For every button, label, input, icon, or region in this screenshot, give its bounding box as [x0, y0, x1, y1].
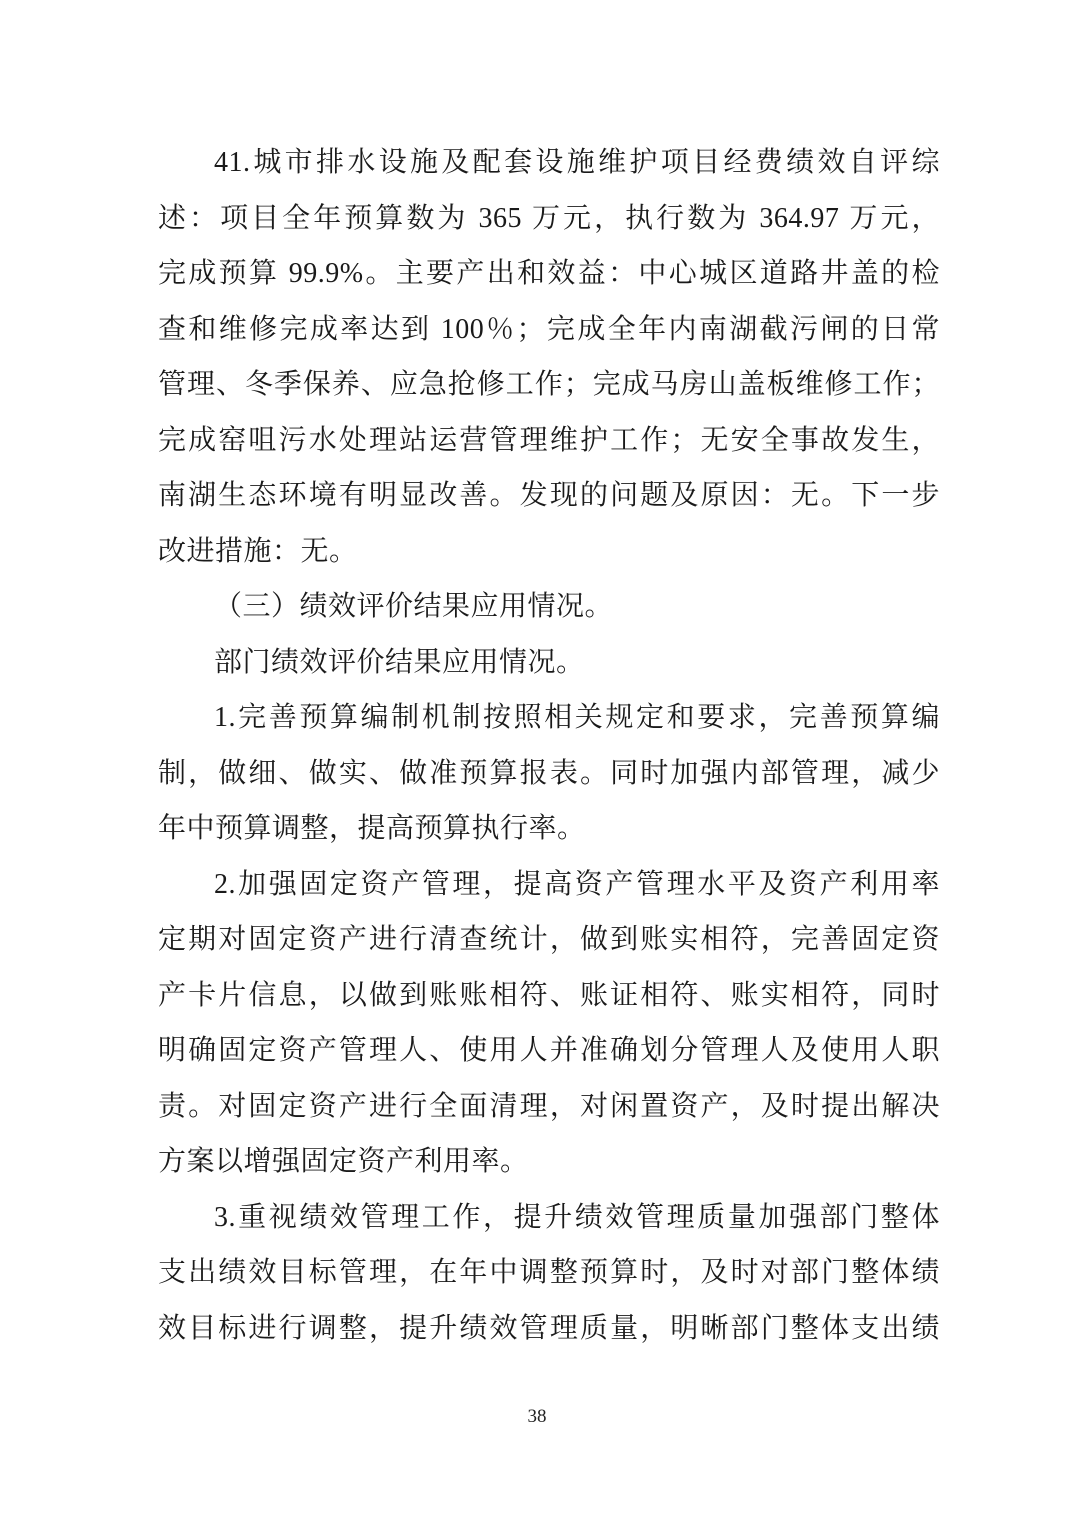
- paragraph-line: 改进措施：无。: [158, 535, 358, 567]
- paragraph-line: 查和维修完成率达到 100％；完成全年内南湖截污闸的日常: [158, 313, 940, 345]
- paragraph-line: 2.加强固定资产管理，提高资产管理水平及资产利用率: [214, 868, 940, 900]
- paragraph-line: 明确固定资产管理人、使用人并准确划分管理人及使用人职: [158, 1035, 940, 1066]
- paragraph-line: 3.重视绩效管理工作，提升绩效管理质量加强部门整体: [214, 1201, 940, 1233]
- paragraph-line: 完成窑咀污水处理站运营管理维护工作；无安全事故发生，: [158, 424, 940, 456]
- paragraph-line: 制，做细、做实、做准预算报表。同时加强内部管理，减少: [158, 757, 940, 789]
- paragraph-line: 述：项目全年预算数为 365 万元，执行数为 364.97 万元，: [158, 202, 940, 234]
- paragraph-line: 1.完善预算编制机制按照相关规定和要求，完善预算编: [214, 702, 940, 733]
- paragraph-line: 部门绩效评价结果应用情况。: [214, 646, 585, 678]
- paragraph-line: 定期对固定资产进行清查统计，做到账实相符，完善固定资: [158, 924, 940, 955]
- paragraph-line: 41.城市排水设施及配套设施维护项目经费绩效自评综: [214, 147, 940, 178]
- page-number: 38: [527, 1406, 547, 1427]
- paragraph-line: 年中预算调整，提高预算执行率。: [158, 813, 586, 844]
- paragraph-line: 产卡片信息，以做到账账相符、账证相符、账实相符，同时: [158, 979, 940, 1011]
- paragraph-line: 南湖生态环境有明显改善。发现的问题及原因：无。下一步: [158, 480, 940, 511]
- paragraph-line: 完成预算 99.9%。主要产出和效益：中心城区道路井盖的检: [158, 258, 940, 289]
- paragraph-line: 方案以增强固定资产利用率。: [158, 1146, 529, 1177]
- section-heading: （三）绩效评价结果应用情况。: [214, 591, 614, 622]
- document-body: [158, 135, 940, 1356]
- paragraph-line: 管理、冬季保养、应急抢修工作；完成马房山盖板维修工作；: [158, 369, 940, 400]
- paragraph-line: 责。对固定资产进行全面清理，对闲置资产，及时提出解决: [158, 1090, 940, 1122]
- paragraph-line: 效目标进行调整，提升绩效管理质量，明晰部门整体支出绩: [158, 1312, 940, 1344]
- paragraph-line: 支出绩效目标管理，在年中调整预算时，及时对部门整体绩: [158, 1257, 940, 1288]
